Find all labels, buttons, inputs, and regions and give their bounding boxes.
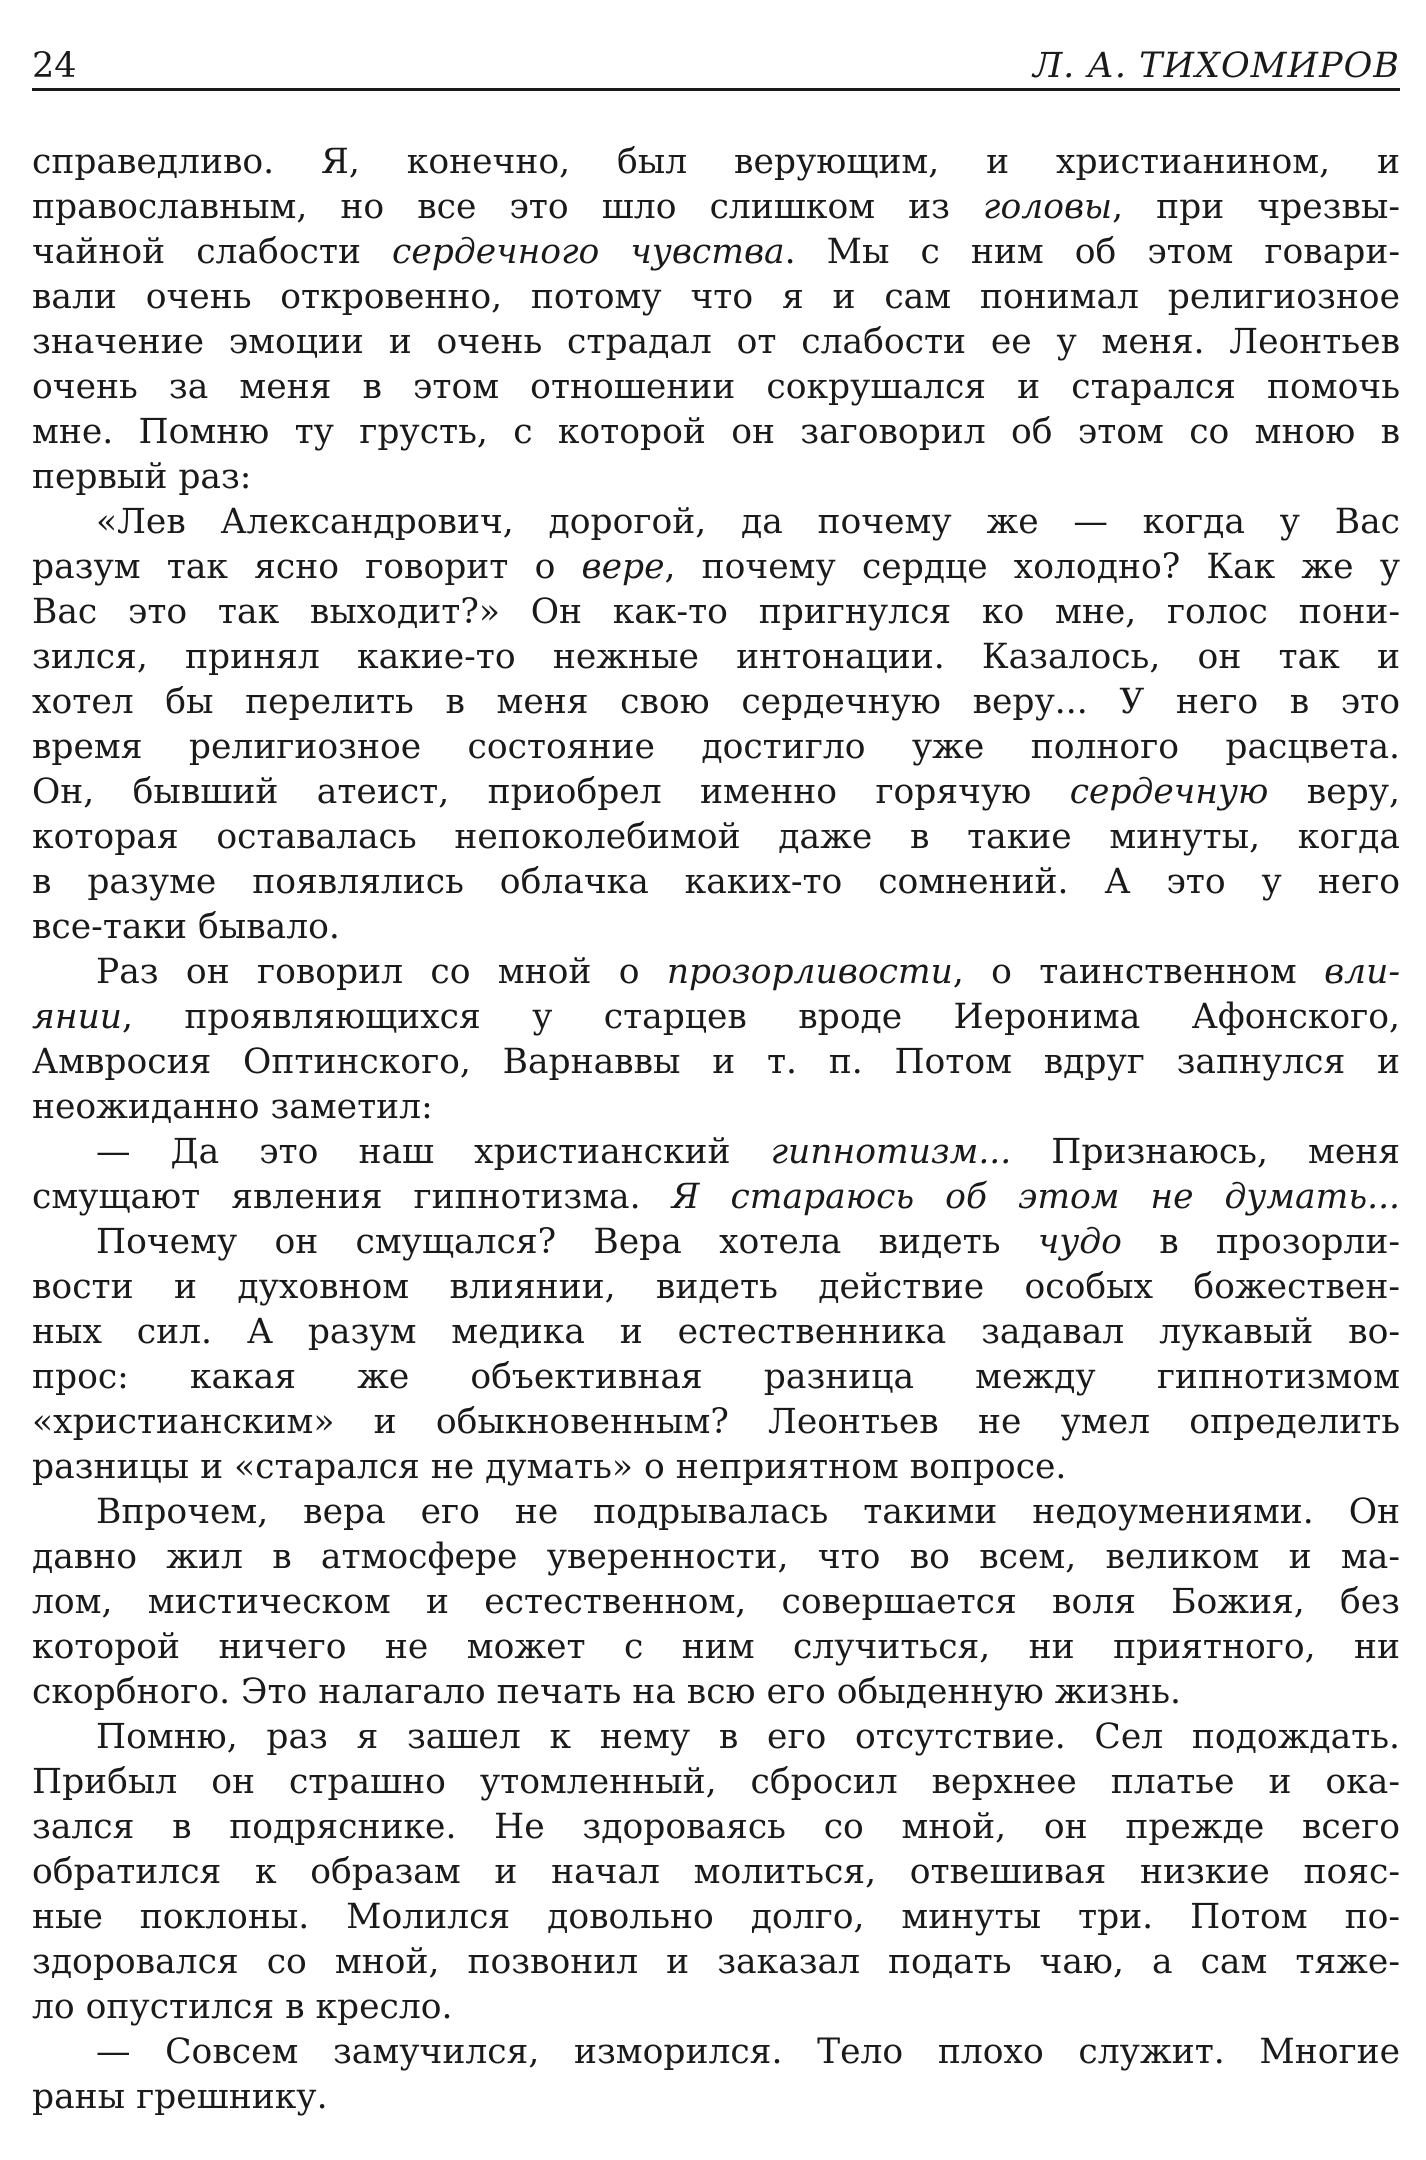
text-run: разум так ясно говорит о [32,547,582,587]
text-line [32,275,1400,320]
text-run: все-таки бывало. [32,907,340,947]
text-run: , при чрезвы- [1112,187,1400,227]
text-line [32,365,1400,410]
text-run: очень за меня в этом отношении сокрушался и старался помочь [32,367,1400,407]
text-run: янии [32,997,123,1037]
text-line [32,635,1400,680]
text-run: ных сил. А разум медика и естественника задавал лукавый во- [32,1312,1400,1352]
text-run: которая оставалась непоколебимой даже в такие минуты, когда [32,817,1400,857]
text-run: , почему сердце холодно? Как же у [664,547,1401,587]
text-line [32,140,1400,185]
text-line [32,770,1400,815]
text-run: зился, принял какие-то нежные интонации. Казалось, он так и [32,637,1400,677]
text-run: Прибыл он страшно утомленный, сбросил верхнее платье и ока- [32,1762,1400,1802]
text-line [32,725,1400,770]
text-run: Амвросия Оптинского, Варнаввы и т. п. Потом вдруг запнулся и [32,1042,1400,1082]
text-run: первый раз: [32,457,252,497]
text-run: Я стараюсь об этом не думать... [671,1177,1401,1217]
text-run: Признаюсь, меня [1011,1132,1400,1172]
text-run: православным, но все это шло слишком из [32,187,984,227]
text-line [32,1715,1400,1760]
text-run: «Лев Александрович, дорогой, да почему же — когда у Вас [96,502,1400,542]
text-line [32,1400,1400,1445]
text-line [32,500,1400,545]
text-run: время религиозное состояние достигло уже полного расцвета. [32,727,1400,767]
text-line [32,1175,1400,1220]
text-run: неожиданно заметил: [32,1087,433,1127]
text-line [32,1850,1400,1895]
text-line [32,590,1400,635]
text-line [32,950,1400,995]
text-line [32,1670,1400,1715]
text-line [32,1805,1400,1850]
body-text [32,140,1400,2120]
text-run: значение эмоции и очень страдал от слабости ее у меня. Леонтьев [32,322,1400,362]
text-line [32,815,1400,860]
book-page [32,0,1400,2160]
text-run: разницы и «старался не думать» о неприятном вопросе. [32,1447,1067,1487]
text-run: чудо [1037,1222,1122,1262]
text-line [32,1085,1400,1130]
text-run: Он, бывший атеист, приобрел именно горячую [32,772,1070,812]
page-number: 24 [32,46,77,86]
text-run: смущают явления гипнотизма. [32,1177,672,1217]
text-line [32,410,1400,455]
text-run: которой ничего не может с ним случиться, ни приятного, ни [32,1627,1400,1667]
text-line [32,995,1400,1040]
text-line [32,1895,1400,1940]
text-run: в прозорли- [1121,1222,1400,1262]
text-run: зался в подряснике. Не здороваясь со мной, он прежде всего [32,1807,1400,1847]
text-line [32,1445,1400,1490]
text-line [32,2030,1400,2075]
text-run: веру, [1268,772,1400,812]
text-line [32,1310,1400,1355]
text-run: Вас это так выходит?» Он как-то пригнулся ко мне, голос пони- [32,592,1400,632]
text-run: Раз он говорил со мной о [96,952,667,992]
text-run: лом, мистическом и естественном, совершается воля Божия, без [32,1582,1400,1622]
text-run: . Мы с ним об этом говари- [784,232,1400,272]
text-line [32,1940,1400,1985]
text-run: Почему он смущался? Вера хотела видеть [96,1222,1038,1262]
text-line [32,1985,1400,2030]
text-run: в разуме появлялись облачка каких-то сомнений. А это у него [32,862,1400,902]
header-rule [32,88,1400,91]
text-line [32,680,1400,725]
text-run: обратился к образам и начал молиться, отвешивая низкие пояс- [32,1852,1400,1892]
text-line [32,2075,1400,2120]
text-line [32,1355,1400,1400]
text-line [32,1130,1400,1175]
text-run: хотел бы перелить в меня свою сердечную веру... У него в это [32,682,1400,722]
text-line [32,905,1400,950]
text-line [32,1220,1400,1265]
text-line [32,1040,1400,1085]
text-run: ные поклоны. Молился довольно долго, минуты три. Потом по- [32,1897,1400,1937]
text-line [32,455,1400,500]
text-run: Помню, раз я зашел к нему в его отсутствие. Сел подождать. [96,1717,1400,1757]
text-run: сердечного чувства [392,232,785,272]
running-title: Л. А. ТИХОМИРОВ [1032,46,1400,86]
text-run: вости и духовном влиянии, видеть действие особых божествен- [32,1267,1400,1307]
text-run: «христианским» и обыкновенным? Леонтьев не умел определить [32,1402,1400,1442]
text-run: ло опустился в кресло. [32,1987,453,2027]
text-run: , проявляющихся у старцев вроде Иеронима Афонского, [122,997,1400,1037]
text-line [32,1490,1400,1535]
text-line [32,230,1400,275]
running-header [32,42,1400,86]
text-run: сердечную [1069,772,1269,812]
text-run: , о таинственном [952,952,1325,992]
text-line [32,1535,1400,1580]
text-run: — Да это наш христианский [96,1132,771,1172]
text-line [32,860,1400,905]
text-run: вли- [1324,952,1400,992]
text-line [32,1625,1400,1670]
text-run: чайной слабости [32,232,393,272]
text-run: вере [581,547,665,587]
text-run: справедливо. Я, конечно, был верующим, и христианином, и [32,142,1400,182]
text-run: гипнотизм... [770,1132,1012,1172]
text-run: Впрочем, вера его не подрывалась такими недоумениями. Он [96,1492,1400,1532]
text-run: мне. Помню ту грусть, с которой он заговорил об этом со мною в [32,412,1400,452]
text-run: — Совсем замучился, изморился. Тело плохо служит. Многие [96,2032,1400,2072]
text-run: прозорливости [666,952,953,992]
text-line [32,320,1400,365]
text-run: раны грешнику. [32,2077,328,2117]
text-run: скорбного. Это налагало печать на всю его обыденную жизнь. [32,1672,1181,1712]
text-run: здоровался со мной, позвонил и заказал подать чаю, а сам тяже- [32,1942,1400,1982]
text-run: давно жил в атмосфере уверенности, что во всем, великом и ма- [32,1537,1400,1577]
text-line [32,185,1400,230]
text-run: вали очень откровенно, потому что я и сам понимал религиозное [32,277,1400,317]
text-line [32,545,1400,590]
text-run: прос: какая же объективная разница между гипнотизмом [32,1357,1400,1397]
text-run: головы [983,187,1113,227]
text-line [32,1265,1400,1310]
text-line [32,1760,1400,1805]
text-line [32,1580,1400,1625]
